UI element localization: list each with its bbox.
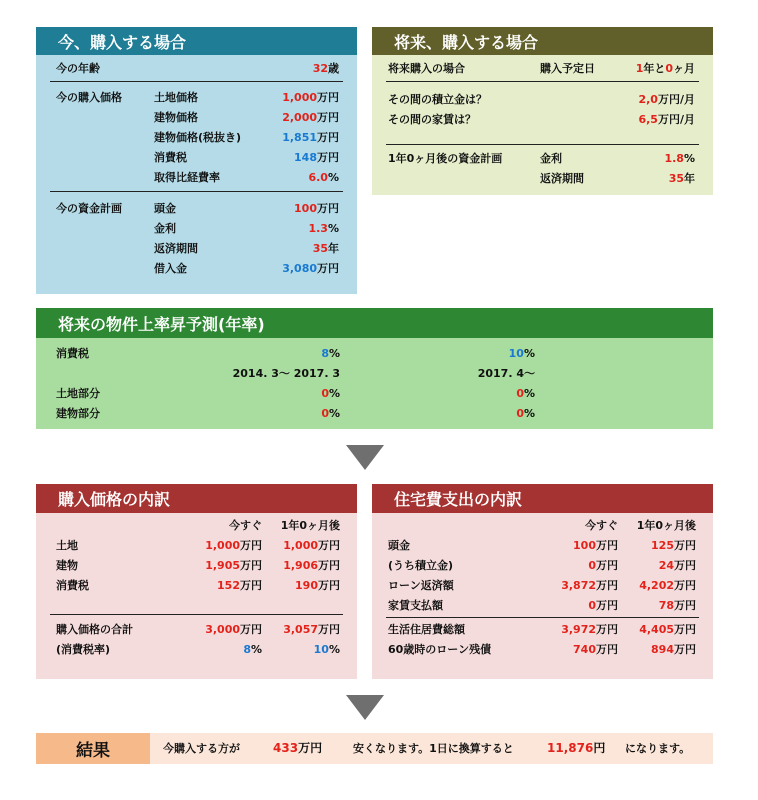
price-breakdown-panel (36, 484, 357, 679)
current-purchase-panel (36, 27, 357, 294)
divider (386, 81, 699, 82)
expense-rent-now: 0万円 (588, 599, 618, 612)
expense-remaining-loan-now: 740万円 (573, 643, 618, 656)
expense-down-payment-later: 125万円 (651, 539, 696, 552)
future-rate-value: 1.8% (664, 152, 695, 165)
future-plan-label: 1年0ヶ月後の資金計画 (388, 152, 503, 165)
expense-loan-label: ローン返済額 (388, 579, 454, 592)
housing-expense-panel (372, 484, 713, 679)
breakdown-land-later: 1,000万円 (283, 539, 340, 552)
fund-plan-label: 今の資金計画 (56, 202, 122, 215)
age-label: 今の年齢 (56, 62, 100, 75)
housing-expense-body (372, 513, 713, 679)
current-purchase-title: 今、購入する場合 (36, 27, 357, 55)
price-breakdown-body (36, 513, 357, 679)
price-breakdown-title: 購入価格の内訳 (36, 484, 357, 513)
forecast-title: 将来の物件上率昇予測(年率) (36, 308, 713, 338)
breakdown-land-label: 土地 (56, 539, 78, 552)
expense-remaining-loan-later: 894万円 (651, 643, 696, 656)
expense-loan-now: 3,872万円 (561, 579, 618, 592)
expense-savings-label: (うち積立金) (388, 559, 454, 572)
expense-savings-now: 0万円 (588, 559, 618, 572)
down-payment-value: 100万円 (294, 202, 339, 215)
repayment-term-value: 35年 (312, 242, 339, 255)
breakdown-total-now: 3,000万円 (205, 623, 262, 636)
future-purchase-panel (372, 27, 713, 195)
building-price-ex-tax-value: 1,851万円 (282, 131, 339, 144)
interest-rate-value: 1.3% (308, 222, 339, 235)
building-price-label: 建物価格 (154, 111, 198, 124)
expense-remaining-loan-label: 60歳時のローン残債 (388, 643, 492, 656)
land-price-value: 1,000万円 (282, 91, 339, 104)
forecast-tax-value-2: 10% (508, 347, 535, 360)
expense-loan-later: 4,202万円 (639, 579, 696, 592)
breakdown-tax-label: 消費税 (56, 579, 89, 592)
forecast-period-1: 2014. 3～ 2017. 3 (232, 367, 340, 380)
down-arrow-icon (346, 695, 384, 720)
future-purchase-title: 将来、購入する場合 (372, 27, 713, 55)
loan-amount-label: 借入金 (154, 262, 187, 275)
building-price-ex-tax-label: 建物価格(税抜き) (154, 131, 242, 144)
current-purchase-body (36, 55, 357, 294)
breakdown-tax-now: 152万円 (217, 579, 262, 592)
forecast-building-value-2: 0% (516, 407, 535, 420)
interest-rate-label: 金利 (154, 222, 176, 235)
consumption-tax-value: 148万円 (294, 151, 339, 164)
future-case-label: 将来購入の場合 (388, 62, 465, 75)
forecast-building-value-1: 0% (321, 407, 340, 420)
rent-value: 6,5万円/月 (638, 113, 695, 126)
divider (50, 191, 343, 192)
future-term-label: 返済期間 (540, 172, 584, 185)
breakdown-taxrate-now: 8% (243, 643, 262, 656)
expense-down-payment-label: 頭金 (388, 539, 410, 552)
savings-value: 2,0万円/月 (638, 93, 695, 106)
expense-rate-value: 6.0% (308, 171, 339, 184)
forecast-land-value-2: 0% (516, 387, 535, 400)
forecast-land-value-1: 0% (321, 387, 340, 400)
breakdown-total-label: 購入価格の合計 (56, 623, 133, 636)
divider (50, 81, 343, 82)
land-price-label: 土地価格 (154, 91, 198, 104)
expense-rate-label: 取得比経費率 (154, 171, 220, 184)
divider (50, 614, 343, 615)
divider (386, 144, 699, 145)
expense-rent-later: 78万円 (658, 599, 696, 612)
col-later-header: 1年0ヶ月後 (636, 519, 696, 532)
housing-expense-title: 住宅費支出の内訳 (372, 484, 713, 513)
col-now-header: 今すぐ (229, 519, 262, 532)
result-text-1: 今購入する方が (163, 742, 240, 755)
purchase-date-value: 1年と0ヶ月 (635, 62, 695, 75)
forecast-tax-label: 消費税 (56, 347, 89, 360)
future-rate-label: 金利 (540, 152, 562, 165)
result-text-2: 安くなります。1日に換算すると (353, 742, 514, 755)
result-label: 結果 (36, 733, 150, 764)
result-text-3: になります。 (625, 742, 691, 755)
breakdown-building-now: 1,905万円 (205, 559, 262, 572)
result-amount: 433万円 (273, 741, 323, 755)
savings-label: その間の積立金は？ (388, 93, 487, 106)
forecast-land-label: 土地部分 (56, 387, 100, 400)
breakdown-taxrate-label: (消費税率) (56, 643, 111, 656)
down-payment-label: 頭金 (154, 202, 176, 215)
breakdown-total-later: 3,057万円 (283, 623, 340, 636)
price-label: 今の購入価格 (56, 91, 122, 104)
expense-rent-label: 家賃支払額 (388, 599, 443, 612)
breakdown-tax-later: 190万円 (295, 579, 340, 592)
forecast-body (36, 338, 713, 429)
building-price-value: 2,000万円 (282, 111, 339, 124)
down-arrow-icon (346, 445, 384, 470)
expense-savings-later: 24万円 (658, 559, 696, 572)
rent-label: その間の家賃は？ (388, 113, 476, 126)
expense-down-payment-now: 100万円 (573, 539, 618, 552)
forecast-period-2: 2017. 4～ (477, 367, 535, 380)
loan-amount-value: 3,080万円 (282, 262, 339, 275)
forecast-tax-value-1: 8% (321, 347, 340, 360)
expense-total-now: 3,972万円 (561, 623, 618, 636)
repayment-term-label: 返済期間 (154, 242, 198, 255)
consumption-tax-label: 消費税 (154, 151, 187, 164)
expense-total-label: 生活住居費総額 (388, 623, 465, 636)
forecast-building-label: 建物部分 (56, 407, 100, 420)
result-bar (36, 733, 713, 764)
col-later-header: 1年0ヶ月後 (280, 519, 340, 532)
result-daily: 11,876円 (547, 741, 606, 755)
col-now-header: 今すぐ (585, 519, 618, 532)
age-value: 32歳 (312, 62, 339, 75)
breakdown-building-later: 1,906万円 (283, 559, 340, 572)
forecast-panel (36, 308, 713, 429)
breakdown-land-now: 1,000万円 (205, 539, 262, 552)
breakdown-taxrate-later: 10% (313, 643, 340, 656)
divider (386, 617, 699, 618)
breakdown-building-label: 建物 (56, 559, 78, 572)
purchase-date-label: 購入予定日 (540, 62, 595, 75)
expense-total-later: 4,405万円 (639, 623, 696, 636)
future-purchase-body (372, 55, 713, 195)
future-term-value: 35年 (668, 172, 695, 185)
